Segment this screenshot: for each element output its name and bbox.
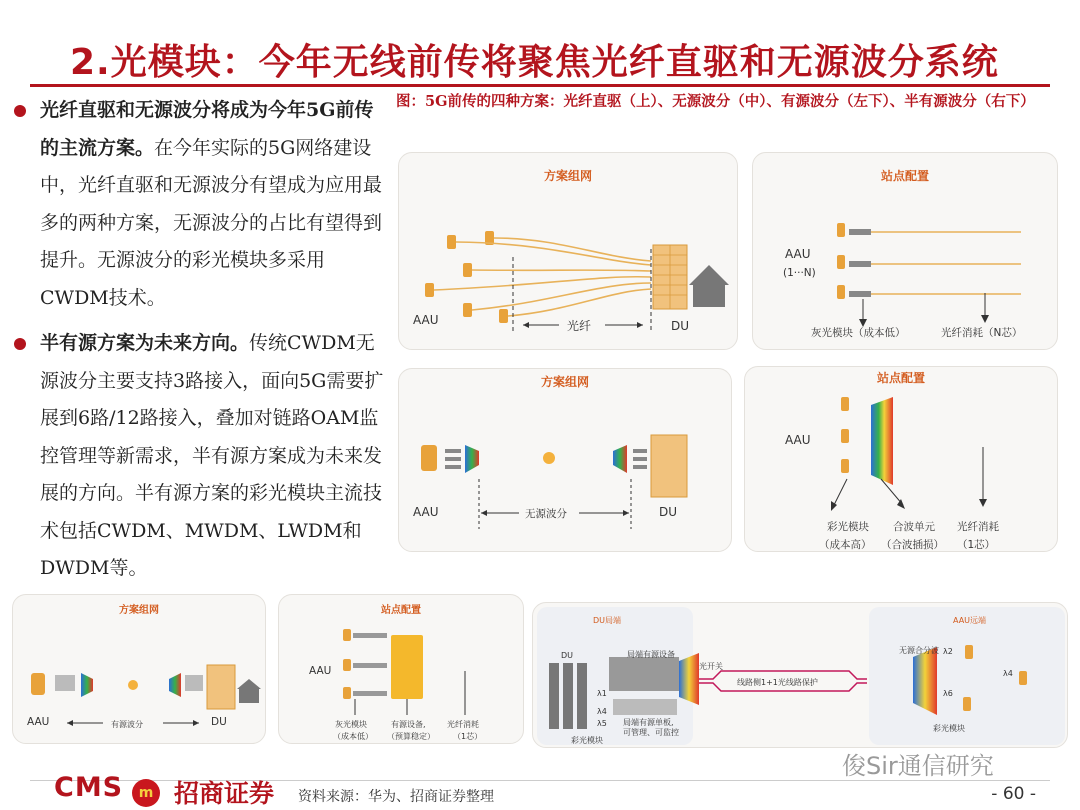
aau-label: AAU xyxy=(27,716,50,728)
color-module-left: 彩光模块 xyxy=(571,736,603,745)
brand-name: 招商证券 xyxy=(174,779,275,808)
fiber-consume-label: 光纤消耗 xyxy=(957,521,999,533)
panel-title: 站点配置 xyxy=(880,169,929,183)
bullet-1-bold: 光纤直驱和无源波分将成为今年5G前传的主流方案。 xyxy=(40,99,374,159)
bullet-2-bold: 半有源方案为未来方向。 xyxy=(40,332,250,354)
aau-label: AAU xyxy=(785,247,811,261)
aau-label: AAU xyxy=(785,433,811,447)
color-module-right: 彩光模块 xyxy=(933,724,965,733)
active-device-budget: （预算稳定） xyxy=(387,732,435,741)
figure-caption: 图：5G前传的四种方案：光纤直驱（上）、无源波分（中）、有源波分（左下）、半有源波分（右下） xyxy=(396,93,1035,110)
aau-side-label: AAU远端 xyxy=(953,616,987,625)
panel-title: 方案组网 xyxy=(119,605,159,616)
cms-logo: CMS xyxy=(54,772,124,803)
grey-module-label: 灰光模块（成本低） xyxy=(811,327,906,339)
aau-label: AAU xyxy=(413,505,439,519)
panel-passive-network xyxy=(398,368,732,552)
switch-label: 光开关 xyxy=(699,662,723,671)
protection-label: 线路侧1+1光线路保护 xyxy=(737,678,818,687)
lambda6-label: λ6 xyxy=(943,689,953,698)
fiber-consume-label: 光纤消耗（N芯） xyxy=(941,327,1023,339)
lambda4-label: λ4 xyxy=(597,707,607,716)
fiber-consume-label: 光纤消耗 xyxy=(447,720,479,729)
title-underline xyxy=(30,84,1050,87)
passive-combiner-label: 无源合分波 xyxy=(899,646,939,655)
panel-title: 方案组网 xyxy=(543,169,592,183)
passive-wdm-label: 无源波分 xyxy=(525,508,567,520)
du-label: DU xyxy=(561,651,574,660)
aau-label: AAU xyxy=(309,665,332,677)
panel-title: 站点配置 xyxy=(876,371,925,385)
lambda2-label: λ2 xyxy=(943,647,953,656)
panel-color-site xyxy=(744,366,1058,552)
fiber-consume-count: （1芯） xyxy=(957,539,996,551)
aau-label: AAU xyxy=(413,313,439,327)
grey-module-label: 灰光模块 xyxy=(335,720,367,729)
fiber-consume-count: （1芯） xyxy=(453,732,483,741)
color-module-label: 彩光模块 xyxy=(827,521,869,533)
aau-count-label: (1···N) xyxy=(783,267,816,279)
board-manage-label: 可管理、可监控 xyxy=(623,728,679,737)
du-label: DU xyxy=(671,319,690,333)
bullet-dot-icon xyxy=(14,105,26,117)
grey-module-cost: （成本低） xyxy=(333,732,373,741)
active-wdm-label: 有源波分 xyxy=(111,720,143,729)
active-device-label: 有源设备, xyxy=(391,720,426,729)
lambda1-label: λ1 xyxy=(597,689,607,698)
panel-semi-active xyxy=(532,602,1068,748)
page-number: - 60 - xyxy=(991,784,1036,804)
du-label: DU xyxy=(659,505,678,519)
du-label: DU xyxy=(211,716,227,728)
bullet-2 xyxy=(14,325,386,588)
bullet-1 xyxy=(14,92,386,317)
passive-wdm-diagram xyxy=(399,369,733,553)
lambda5-label: λ5 xyxy=(597,719,607,728)
bullet-list xyxy=(14,92,386,588)
cms-mark-icon: m xyxy=(132,779,160,807)
bullet-1-text: 在今年实际的5G网络建设中，光纤直驱和无源波分有望成为应用最多的两种方案，无源波分的占比有望得到提升。无源波分的彩光模块多采用CWDM技术。 xyxy=(40,136,383,309)
panel-grey-site xyxy=(752,152,1058,350)
active-device-label: 局端有源设备 xyxy=(627,650,675,659)
board-label: 局端有源单板, xyxy=(623,718,674,727)
watermark: 俊Sir通信研究 xyxy=(842,752,994,780)
panel-title: 方案组网 xyxy=(540,375,589,389)
panel-fiber-network xyxy=(398,152,738,350)
combiner-loss: （合波插损） xyxy=(881,539,944,551)
page-title: 2.光模块：今年无线前传将聚焦光纤直驱和无源波分系统 xyxy=(70,42,999,83)
panel-title: 站点配置 xyxy=(381,605,421,616)
du-side-label: DU局端 xyxy=(593,616,622,625)
fiber-label: 光纤 xyxy=(567,319,592,333)
color-module-cost: （成本高） xyxy=(819,539,872,551)
source-note: 资料来源：华为、招商证券整理 xyxy=(298,789,494,805)
combiner-label: 合波单元 xyxy=(893,521,935,533)
lambda4-right-label: λ4 xyxy=(1003,669,1013,678)
bullet-dot-icon xyxy=(14,338,26,350)
bullet-2-text: 传统CWDM无源波分主要支持3路接入，面向5G需要扩展到6路/12路接入，叠加对链路OAM监控管理等新需求，半有源方案成为未来发展的方向。半有源方案的彩光模块主流技术包括CWDM、MWDM、LWDM和DWDM等。 xyxy=(40,332,384,579)
panel-active-site xyxy=(278,594,524,744)
panel-active-network xyxy=(12,594,266,744)
